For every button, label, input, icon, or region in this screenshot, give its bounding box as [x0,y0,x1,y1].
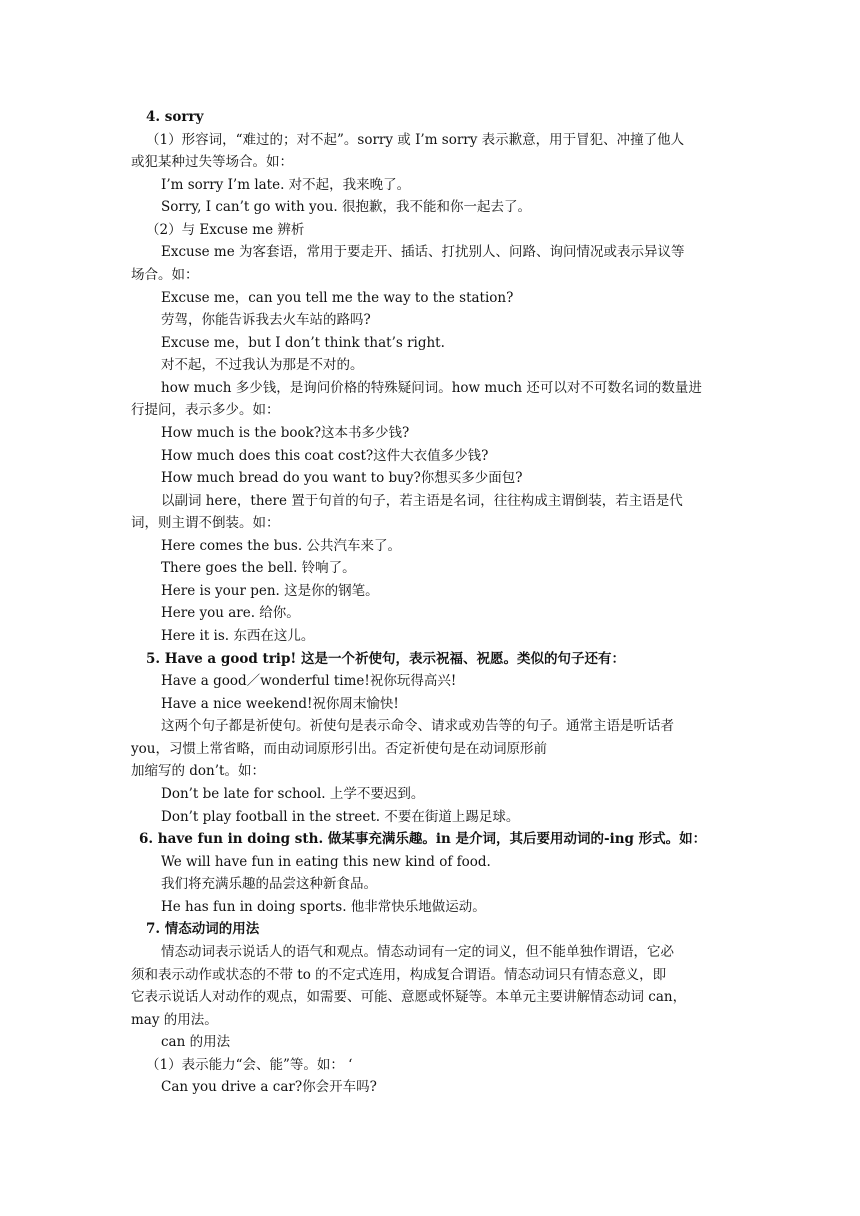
text-line: 须和表示动作或状态的不带 to 的不定式连用，构成复合谓语。情态动词只有情态意义，即 [131,967,667,983]
text-line: Excuse me 为客套语，常用于要走开、插话、打扰别人、问路、询问情况或表示异议等 [161,244,685,260]
text-line: （1）表示能力“会、能”等。如： ‘ [146,1057,353,1073]
text-line: 场合。如： [131,267,199,283]
text-line: you，习惯上常省略，而由动词原形引出。否定祈使句是在动词原形前 [131,741,547,757]
heading-sorry: 4. sorry [146,109,204,125]
example-line: Have a nice weekend!祝你周末愉快! [161,696,399,712]
text-line: 以副词 here，there 置于句首的句子，若主语是名词，往往构成主谓倒装，若主语是代 [161,493,683,509]
example-line: There goes the bell. 铃响了。 [161,560,356,576]
example-line: Sorry, I can’t go with you. 很抱歉，我不能和你一起去了。 [161,199,532,215]
example-line: How much is the book?这本书多少钱? [161,425,410,441]
example-line: Here is your pen. 这是你的钢笔。 [161,583,379,599]
text-line: 它表示说话人对动作的观点，如需要、可能、意愿或怀疑等。本单元主要讲解情态动词 can， [131,989,687,1005]
example-line: Here it is. 东西在这儿。 [161,628,315,644]
example-line: Don’t play football in the street. 不要在街道上踢足球。 [161,809,520,825]
example-line: Excuse me，can you tell me the way to the station? [161,290,514,306]
text-line: may 的用法。 [131,1012,218,1028]
example-line: 劳驾，你能告诉我去火车站的路吗? [161,312,371,328]
text-line: （1）形容词，“难过的；对不起”。sorry 或 I’m sorry 表示歉意，用于冒犯、冲撞了他人 [146,132,685,148]
text-line: 情态动词表示说话人的语气和观点。情态动词有一定的词义，但不能单独作谓语，它必 [161,944,674,960]
example-line: How much does this coat cost?这件大衣值多少钱? [161,448,489,464]
text-line: 这两个句子都是祈使句。祈使句是表示命令、请求或劝告等的句子。通常主语是听话者 [161,718,674,734]
text-line: how much 多少钱，是询问价格的特殊疑问词。how much 还可以对不可数名词的数量进 [161,380,702,396]
heading-have-fun: 6. have fun in doing sth. 做某事充满乐趣。in 是介词，其后要用动词的-ing 形式。如： [139,831,707,847]
text-line: 加缩写的 don’t。如： [131,763,265,779]
text-line: 或犯某种过失等场合。如： [131,154,293,170]
example-line: Have a good／wonderful time!祝你玩得高兴! [161,673,457,689]
example-line: Excuse me，but I don’t think that’s right. [161,335,445,351]
example-line: Here comes the bus. 公共汽车来了。 [161,538,401,554]
text-line: can 的用法 [161,1034,231,1050]
example-line: Can you drive a car?你会开车吗? [161,1079,377,1095]
text-line: （2）与 Excuse me 辨析 [146,222,305,238]
heading-have-a-good-trip: 5. Have a good trip! 这是一个祈使句，表示祝福、祝愿。类似的句子还有： [146,651,626,667]
example-line: We will have fun in eating this new kind of food. [161,854,491,870]
example-line: Don’t be late for school. 上学不要迟到。 [161,786,425,802]
example-line: How much bread do you want to buy?你想买多少面包? [161,470,523,486]
example-line: He has fun in doing sports. 他非常快乐地做运动。 [161,899,486,915]
example-line: 我们将充满乐趣的品尝这种新食品。 [161,876,377,892]
text-line: 行提问，表示多少。如： [131,402,280,418]
example-line: 对不起，不过我认为那是不对的。 [161,357,364,373]
example-line: I’m sorry I’m late. 对不起，我来晚了。 [161,177,411,193]
text-line: 词，则主谓不倒装。如： [131,515,280,531]
heading-modal-verbs: 7. 情态动词的用法 [146,921,260,937]
example-line: Here you are. 给你。 [161,605,300,621]
